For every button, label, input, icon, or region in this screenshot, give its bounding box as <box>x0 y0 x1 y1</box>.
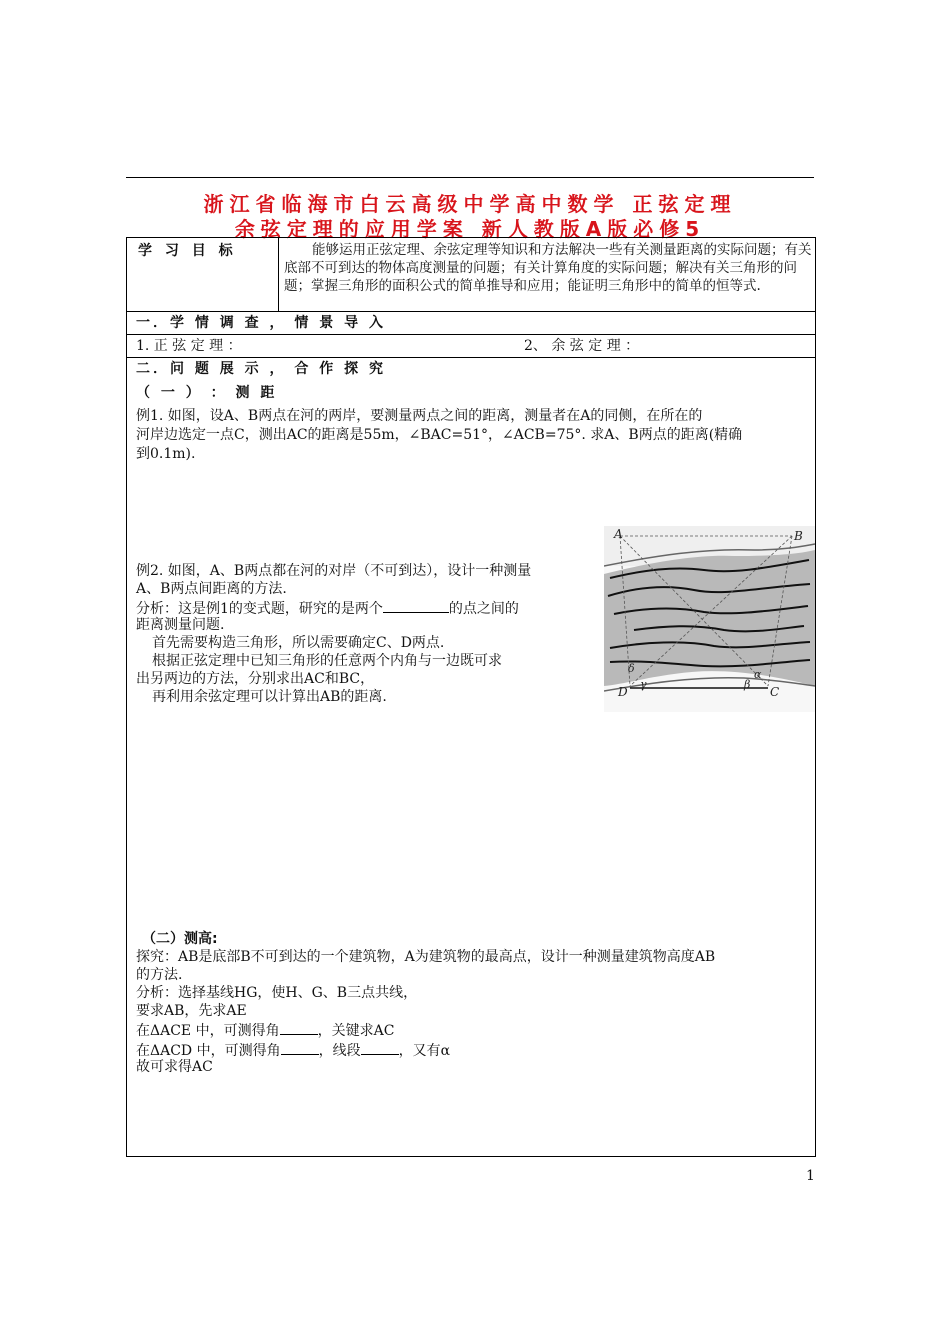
height-line3: 分析：选择基线HG，使H、G、B三点共线， <box>136 985 418 1001</box>
example2-line4: 距离测量问题. <box>136 617 225 633</box>
objectives-label: 学 习 目 标 <box>138 243 237 259</box>
example2-analysis-a: 分析：这是例1的变式题，研究的是两个 <box>136 601 383 617</box>
doc-title-line2: 余弦定理的应用学案 新人教版A版必修5 <box>234 217 706 241</box>
example2-line8: 再利用余弦定理可以计算出AB的距离. <box>152 689 387 705</box>
height-line4: 要求AB，先求AE <box>136 1003 247 1019</box>
doc-title-line1: 浙江省临海市白云高级中学高中数学 正弦定理 <box>203 192 737 216</box>
label-d: D <box>618 685 628 699</box>
angle-blank-2[interactable] <box>281 1040 319 1055</box>
example2-line6: 根据正弦定理中已知三角形的任意两个内角与一边既可求 <box>152 653 502 669</box>
label-c: C <box>770 685 780 699</box>
height-line7: 故可求得AC <box>136 1059 213 1075</box>
example1-line2: 河岸边选定一点C，测出AC的距离是55m，∠BAC=51°，∠ACB=75°. 求A、B两点的距离(精确 <box>136 427 743 443</box>
section2-heading: 二．问 题 展 示 ， 合 作 探 究 <box>136 361 386 377</box>
page-number: 1 <box>806 1168 815 1184</box>
height-subheading: （二）测高: <box>142 931 218 947</box>
height-line5 <box>136 1020 394 1041</box>
example2-line1: 例2. 如图，A、B两点都在河的对岸（不可到达），设计一种测量 <box>136 563 532 579</box>
height-line6-b: ，线段 <box>318 1043 361 1059</box>
answer-blank[interactable] <box>383 598 449 613</box>
height-line6-c: ，又有α <box>398 1043 451 1059</box>
label-delta: δ <box>628 662 635 675</box>
example1-line3: 到0.1m). <box>136 446 196 462</box>
row-divider-1 <box>126 311 816 312</box>
example2-line5: 首先需要构造三角形，所以需要确定C、D两点. <box>152 635 445 651</box>
height-line2: 的方法. <box>136 967 183 983</box>
example2-line7: 出另两边的方法，分别求出AC和BC， <box>136 671 375 687</box>
distance-subheading: （ 一 ） ： 测 距 <box>136 385 278 401</box>
cosine-law-item: 2、 余 弦 定 理 ： <box>524 338 640 354</box>
segment-blank[interactable] <box>361 1040 399 1055</box>
label-a: A <box>614 527 623 541</box>
section1-heading: 一．学 情 调 查 ， 情 景 导 入 <box>136 315 386 331</box>
height-line5-b: ，关键求AC <box>317 1023 395 1039</box>
objectives-divider <box>278 237 279 311</box>
example2-analysis-b: 的点之间的 <box>448 601 519 617</box>
angle-blank-1[interactable] <box>280 1020 318 1035</box>
height-line6-a: 在ΔACD 中，可测得角 <box>136 1043 281 1059</box>
label-beta: β <box>744 678 751 691</box>
row-divider-2 <box>126 334 816 335</box>
row-divider-3 <box>126 357 816 358</box>
example1-line1: 例1. 如图，设A、B两点在河的两岸，要测量两点之间的距离，测量者在A的同侧，在所在的 <box>136 408 703 424</box>
height-line5-a: 在ΔACE 中，可测得角 <box>136 1023 280 1039</box>
example2-line2: A、B两点间距离的方法. <box>136 581 287 597</box>
label-b: B <box>794 529 803 543</box>
height-line1: 探究：AB是底部B不可到达的一个建筑物，A为建筑物的最高点，设计一种测量建筑物高度AB <box>136 949 716 965</box>
label-gamma: γ <box>640 678 647 691</box>
river-figure <box>604 526 815 712</box>
objectives-text: 能够运用正弦定理、余弦定理等知识和方法解决一些有关测量距离的实际问题；有关底部不可到达的物体高度测量的问题；有关计算角度的实际问题；解决有关三角形的问题；掌握三角形的面积公式的简单推导和应用；能证明三角形中的简单的恒等式. <box>284 242 812 294</box>
header-rule <box>126 177 814 178</box>
sine-law-item: 1. 正 弦 定 理 ： <box>136 338 242 354</box>
label-alpha: α <box>754 668 762 681</box>
